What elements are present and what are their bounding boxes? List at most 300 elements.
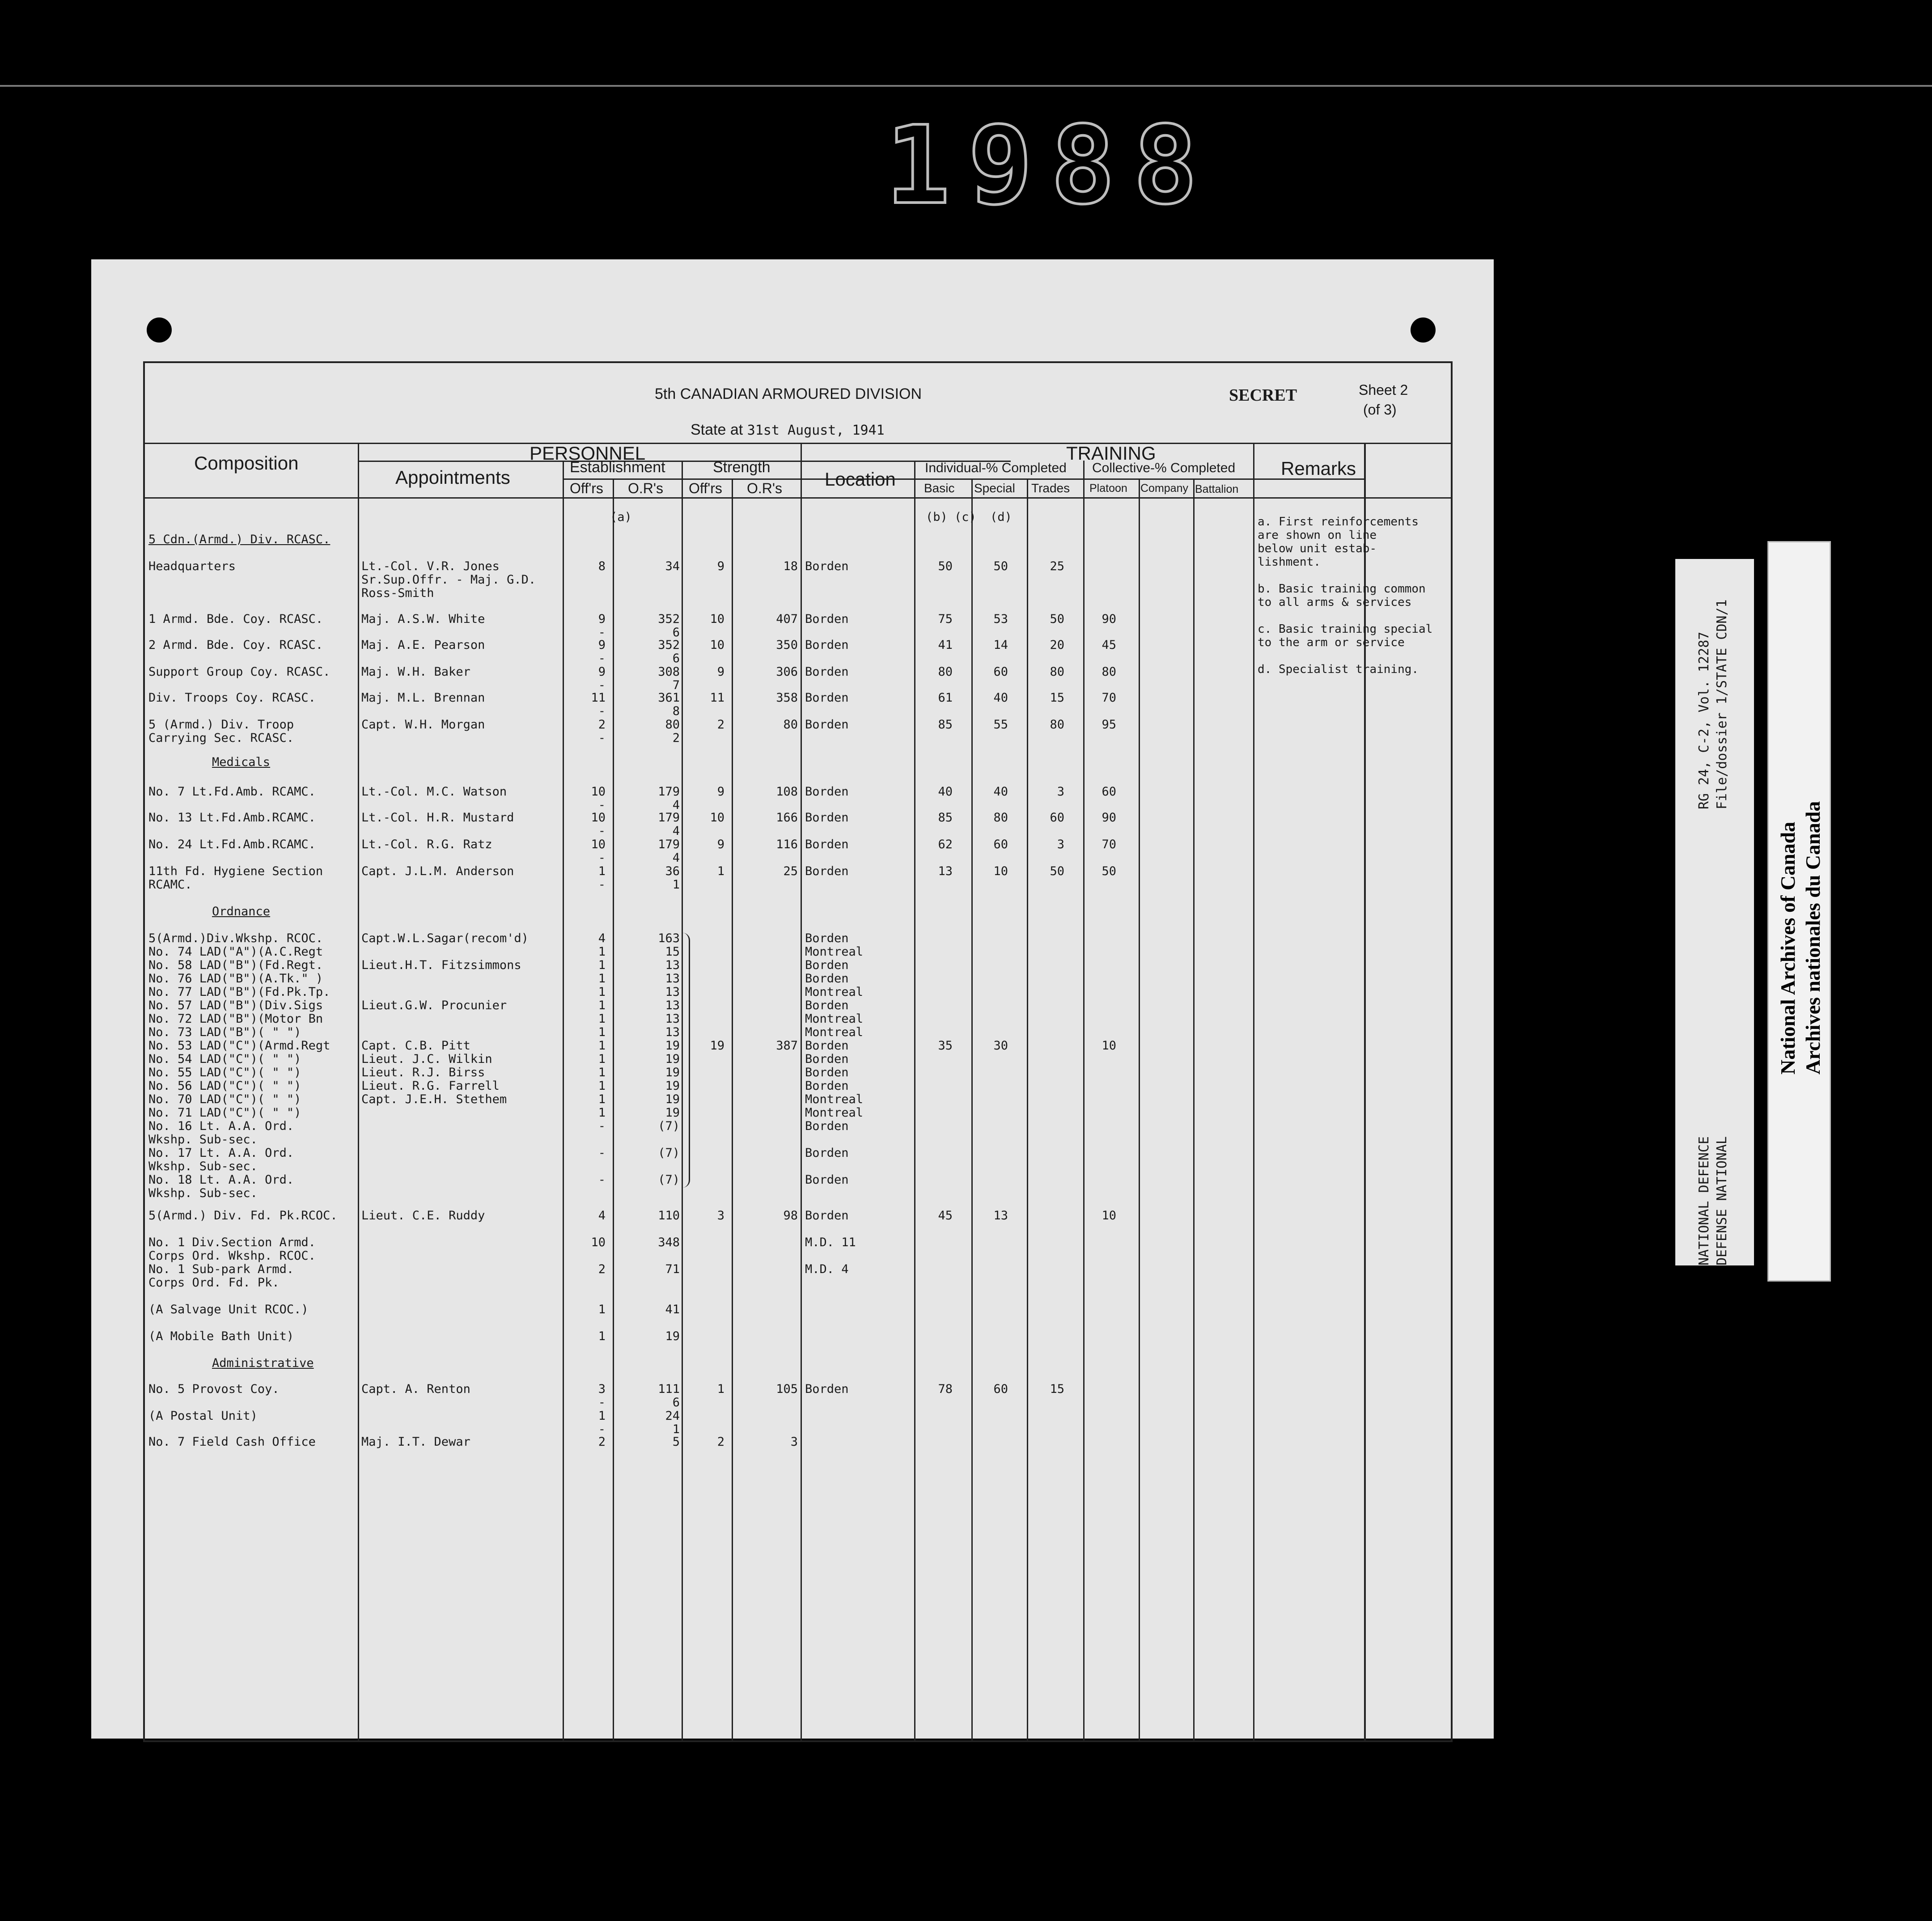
trades-cell: 10 <box>1102 1209 1116 1223</box>
nd-label-line: NATIONAL DEFENCE <box>1696 1136 1712 1265</box>
location-cell: Borden <box>805 999 849 1012</box>
est-ors-cell: 19 <box>665 1329 680 1343</box>
str-ors-cell: 387 <box>776 1039 798 1053</box>
str-ors-cell: 407 <box>776 612 798 626</box>
note-b: (b) <box>926 510 948 524</box>
str-offrs-cell: 9 <box>717 559 724 573</box>
str-ors-cell: 80 <box>783 718 798 732</box>
location-cell: Borden <box>805 691 849 705</box>
est-offrs-cell: 1 <box>598 958 606 972</box>
composition-cell: No. 5 Provost Coy. <box>148 1382 280 1396</box>
str-offrs-cell: 9 <box>717 665 724 679</box>
str-offrs-cell: 10 <box>710 811 724 825</box>
str-ors-cell: 358 <box>776 691 798 705</box>
est-offrs-cell: 10 <box>591 1236 606 1249</box>
specialist-cell: 20 <box>1050 638 1064 652</box>
location-cell: Montreal <box>805 985 864 999</box>
col-battalion: Battalion <box>1195 483 1239 495</box>
est-ors-cell: (7) <box>658 1146 680 1160</box>
composition-cell: Support Group Coy. RCASC. <box>148 665 330 679</box>
trades-cell: 70 <box>1102 838 1116 851</box>
est-offrs-cell: - <box>598 1146 606 1160</box>
col-trades: Trades <box>1031 481 1070 495</box>
est-ors-cell: 34 <box>665 559 680 573</box>
est-offrs-cell: 1 <box>598 1106 606 1120</box>
basic-cell: 85 <box>938 811 953 825</box>
film-edge-line <box>0 85 1932 87</box>
col-personnel: PERSONNEL <box>530 443 646 464</box>
col-est-ors: O.R's <box>628 480 663 496</box>
remark-line: d. Specialist training. <box>1258 663 1419 676</box>
reinforcement-dash: - <box>598 878 606 892</box>
sheet-number: Sheet 2 <box>1359 382 1408 398</box>
str-ors-cell: 350 <box>776 638 798 652</box>
est-ors-cell: 13 <box>665 985 680 999</box>
col-rule <box>1253 443 1254 1740</box>
remark-line: b. Basic training common <box>1258 582 1426 596</box>
appointment-cell: Maj. A.E. Pearson <box>361 638 485 652</box>
reinforcement-cell: 7 <box>672 678 680 692</box>
special-cell: 40 <box>993 691 1008 705</box>
basic-cell: 50 <box>938 559 953 573</box>
col-individual: Individual-% Completed <box>925 461 1067 475</box>
reinforcement-dash: - <box>598 678 606 692</box>
composition-cell: 5(Armd.)Div.Wkshp. RCOC. <box>148 931 323 945</box>
composition-cell: Corps Ord. Fd. Pk. <box>148 1276 280 1290</box>
remark-line: below unit estab- <box>1258 542 1377 555</box>
section-heading: Medicals <box>212 755 271 769</box>
specialist-cell: 50 <box>1050 864 1064 878</box>
est-ors-cell: 179 <box>658 785 680 799</box>
rule <box>145 497 1451 499</box>
location-cell: Borden <box>805 1209 849 1223</box>
location-cell: Borden <box>805 1052 849 1066</box>
est-offrs-cell: 1 <box>598 1052 606 1066</box>
str-offrs-cell: 1 <box>717 864 724 878</box>
appointment-cell: Lieut. R.G. Farrell <box>361 1079 500 1093</box>
reinforcement-dash: - <box>598 652 606 665</box>
location-cell: Borden <box>805 785 849 799</box>
col-composition: Composition <box>194 453 299 474</box>
reinforcement-dash: - <box>598 1422 606 1436</box>
reinforcement-cell: 1 <box>672 878 680 892</box>
basic-cell: 45 <box>938 1209 953 1223</box>
composition-cell: Div. Troops Coy. RCASC. <box>148 691 316 705</box>
reinforcement-dash: - <box>598 798 606 812</box>
est-offrs-cell: - <box>598 1173 606 1187</box>
composition-cell: No. 7 Field Cash Office <box>148 1435 316 1449</box>
section-heading: Administrative <box>212 1356 314 1370</box>
trades-cell: 95 <box>1102 718 1116 732</box>
location-cell: Borden <box>805 958 849 972</box>
est-offrs-cell: 1 <box>598 945 606 959</box>
special-cell: 14 <box>993 638 1008 652</box>
reinforcement-dash: - <box>598 824 606 838</box>
str-ors-cell: 306 <box>776 665 798 679</box>
location-cell: Borden <box>805 718 849 732</box>
str-offrs-cell: 11 <box>710 691 724 705</box>
reinforcement-cell: 8 <box>672 704 680 718</box>
composition-cell: No. 72 LAD("B")(Motor Bn <box>148 1012 323 1026</box>
composition-cell: 5 (Armd.) Div. Troop <box>148 718 294 732</box>
special-cell: 10 <box>993 864 1008 878</box>
est-ors-cell: 19 <box>665 1079 680 1093</box>
appointment-cell: Lieut. R.J. Birss <box>361 1066 485 1079</box>
basic-cell: 85 <box>938 718 953 732</box>
est-offrs-cell: 1 <box>598 1012 606 1026</box>
punch-hole <box>1411 317 1436 343</box>
trades-cell: 80 <box>1102 665 1116 679</box>
appointment-cell: Capt. A. Renton <box>361 1382 470 1396</box>
composition-cell: Wkshp. Sub-sec. <box>148 1159 258 1173</box>
composition-cell: No. 16 Lt. A.A. Ord. <box>148 1119 294 1133</box>
section-heading: Ordnance <box>212 905 271 918</box>
est-offrs-cell: 2 <box>598 1435 606 1449</box>
col-rule <box>914 461 915 1740</box>
est-offrs-cell: 1 <box>598 972 606 986</box>
appointment-cell: Sr.Sup.Offr. - Maj. G.D. <box>361 573 536 587</box>
composition-cell: No. 7 Lt.Fd.Amb. RCAMC. <box>148 785 316 799</box>
est-ors-cell: 24 <box>665 1409 680 1423</box>
appointment-cell: Lt.-Col. R.G. Ratz <box>361 838 492 851</box>
est-ors-cell: 80 <box>665 718 680 732</box>
composition-cell: RCAMC. <box>148 878 192 892</box>
trades-cell: 10 <box>1102 1039 1116 1053</box>
est-offrs-cell: 1 <box>598 1329 606 1343</box>
str-ors-cell: 166 <box>776 811 798 825</box>
composition-cell: No. 56 LAD("C")( " ") <box>148 1079 301 1093</box>
str-ors-cell: 116 <box>776 838 798 851</box>
col-appointments: Appointments <box>395 467 510 488</box>
archives-label <box>1767 541 1831 1282</box>
rule <box>359 461 1011 462</box>
est-ors-cell: 5 <box>672 1435 680 1449</box>
col-special: Special <box>974 481 1015 495</box>
archives-name: Archives nationales du Canada <box>1801 801 1824 1075</box>
col-location: Location <box>825 469 896 490</box>
location-cell: Borden <box>805 1146 849 1160</box>
appointment-cell: Maj. A.S.W. White <box>361 612 485 626</box>
col-str-ors: O.R's <box>747 480 782 496</box>
col-rule <box>358 443 359 1740</box>
composition-cell: 1 Armd. Bde. Coy. RCASC. <box>148 612 323 626</box>
location-cell: Borden <box>805 1382 849 1396</box>
composition-cell: No. 53 LAD("C")(Armd.Regt <box>148 1039 330 1053</box>
str-ors-cell: 98 <box>783 1209 798 1223</box>
location-cell: Borden <box>805 559 849 573</box>
str-offrs-cell: 9 <box>717 838 724 851</box>
reinforcement-cell: 4 <box>672 851 680 865</box>
remark-line: are shown on line <box>1258 529 1377 542</box>
appointment-cell: Maj. M.L. Brennan <box>361 691 485 705</box>
appointment-cell: Lt.-Col. V.R. Jones <box>361 559 500 573</box>
basic-cell: 75 <box>938 612 953 626</box>
trades-cell: 90 <box>1102 811 1116 825</box>
location-cell: Borden <box>805 838 849 851</box>
appointment-cell: Capt.W.L.Sagar(recom'd) <box>361 931 529 945</box>
specialist-cell: 80 <box>1050 665 1064 679</box>
composition-cell: No. 24 Lt.Fd.Amb.RCAMC. <box>148 838 316 851</box>
special-cell: 60 <box>993 1382 1008 1396</box>
composition-cell: No. 77 LAD("B")(Fd.Pk.Tp. <box>148 985 330 999</box>
est-offrs-cell: 3 <box>598 1382 606 1396</box>
est-offrs-cell: 10 <box>591 811 606 825</box>
est-offrs-cell: 8 <box>598 559 606 573</box>
composition-cell: No. 1 Sub-park Armd. <box>148 1262 294 1276</box>
est-ors-cell: 19 <box>665 1052 680 1066</box>
composition-cell: (A Salvage Unit RCOC.) <box>148 1303 309 1316</box>
appointment-cell: Lieut.G.W. Procunier <box>361 999 507 1012</box>
note-a: (a) <box>610 510 632 524</box>
location-cell: Montreal <box>805 945 864 959</box>
est-ors-cell: 19 <box>665 1092 680 1106</box>
reference-label <box>1675 559 1754 1265</box>
remark-line: to all arms & services <box>1258 596 1412 609</box>
est-ors-cell: 179 <box>658 811 680 825</box>
location-cell: Borden <box>805 972 849 986</box>
reinforcement-dash: - <box>598 704 606 718</box>
trades-cell: 60 <box>1102 785 1116 799</box>
est-ors-cell: (7) <box>658 1119 680 1133</box>
col-rule <box>1083 461 1085 1740</box>
est-offrs-cell: 1 <box>598 864 606 878</box>
est-offrs-cell: 9 <box>598 638 606 652</box>
str-offrs-cell: 1 <box>717 1382 724 1396</box>
composition-cell: Wkshp. Sub-sec. <box>148 1133 258 1147</box>
est-offrs-cell: 2 <box>598 1262 606 1276</box>
specialist-cell: 3 <box>1057 785 1064 799</box>
specialist-cell: 60 <box>1050 811 1064 825</box>
location-cell: Borden <box>805 864 849 878</box>
state-form <box>143 361 1453 1742</box>
composition-cell: No. 73 LAD("B")( " ") <box>148 1025 301 1039</box>
composition-cell: Carrying Sec. RCASC. <box>148 731 294 745</box>
location-cell: Borden <box>805 1173 849 1187</box>
reference-line: RG 24, C-2, Vol. 12287 <box>1696 631 1712 809</box>
location-cell: Borden <box>805 1039 849 1053</box>
special-cell: 53 <box>993 612 1008 626</box>
document-page <box>91 259 1494 1739</box>
frame-number: 1988 <box>886 103 1216 228</box>
reinforcement-dash: - <box>598 731 606 745</box>
special-cell: 50 <box>993 559 1008 573</box>
est-ors-cell: 308 <box>658 665 680 679</box>
composition-cell: No. 76 LAD("B")(A.Tk." ) <box>148 972 323 986</box>
special-cell: 55 <box>993 718 1008 732</box>
col-strength: Strength <box>713 459 771 476</box>
col-training: TRAINING <box>1066 443 1156 464</box>
composition-cell: 11th Fd. Hygiene Section <box>148 864 323 878</box>
est-ors-cell: 71 <box>665 1262 680 1276</box>
composition-cell: No. 58 LAD("B")(Fd.Regt. <box>148 958 323 972</box>
col-establishment: Establishment <box>570 459 665 476</box>
est-ors-cell: 36 <box>665 864 680 878</box>
basic-cell: 35 <box>938 1039 953 1053</box>
est-offrs-cell: 1 <box>598 999 606 1012</box>
location-cell: M.D. 4 <box>805 1262 849 1276</box>
rule <box>145 443 1451 444</box>
sheet-of: (of 3) <box>1363 402 1397 418</box>
est-ors-cell: 13 <box>665 958 680 972</box>
specialist-cell: 25 <box>1050 559 1064 573</box>
est-offrs-cell: 4 <box>598 1209 606 1223</box>
nd-label-line: DEFENSE NATIONAL <box>1714 1136 1730 1265</box>
reinforcement-cell: 6 <box>672 1396 680 1409</box>
reinforcement-cell: 6 <box>672 652 680 665</box>
note-c: (c) <box>954 510 976 524</box>
appointment-cell: Maj. I.T. Dewar <box>361 1435 470 1449</box>
reinforcement-cell: 1 <box>672 1422 680 1436</box>
remark-line: c. Basic training special <box>1258 622 1433 636</box>
col-remarks: Remarks <box>1281 458 1356 479</box>
special-cell: 30 <box>993 1039 1008 1053</box>
est-ors-cell: 352 <box>658 612 680 626</box>
composition-cell: No. 13 Lt.Fd.Amb.RCAMC. <box>148 811 316 825</box>
str-offrs-cell: 2 <box>717 718 724 732</box>
trades-cell: 50 <box>1102 864 1116 878</box>
est-ors-cell: 348 <box>658 1236 680 1249</box>
appointment-cell: Lieut. C.E. Ruddy <box>361 1209 485 1223</box>
est-ors-cell: 13 <box>665 1012 680 1026</box>
basic-cell: 40 <box>938 785 953 799</box>
str-offrs-cell: 10 <box>710 638 724 652</box>
composition-cell: No. 17 Lt. A.A. Ord. <box>148 1146 294 1160</box>
basic-cell: 41 <box>938 638 953 652</box>
location-cell: Borden <box>805 665 849 679</box>
section-heading: 5 Cdn.(Armd.) Div. RCASC. <box>148 533 330 546</box>
specialist-cell: 15 <box>1050 1382 1064 1396</box>
est-offrs-cell: 2 <box>598 718 606 732</box>
remark-line: to the arm or service <box>1258 636 1405 649</box>
special-cell: 40 <box>993 785 1008 799</box>
reinforcement-cell: 4 <box>672 798 680 812</box>
location-cell: Montreal <box>805 1092 864 1106</box>
appointment-cell: Lieut. J.C. Wilkin <box>361 1052 492 1066</box>
composition-cell: Headquarters <box>148 559 236 573</box>
composition-cell: No. 70 LAD("C")( " ") <box>148 1092 301 1106</box>
reinforcement-cell: 6 <box>672 626 680 639</box>
est-ors-cell: 163 <box>658 931 680 945</box>
location-cell: Borden <box>805 612 849 626</box>
est-ors-cell: 352 <box>658 638 680 652</box>
remark-line: lishment. <box>1258 555 1321 569</box>
composition-cell: No. 54 LAD("C")( " ") <box>148 1052 301 1066</box>
est-ors-cell: 19 <box>665 1066 680 1079</box>
est-offrs-cell: 10 <box>591 785 606 799</box>
col-str-offrs: Off'rs <box>689 480 722 496</box>
special-cell: 60 <box>993 838 1008 851</box>
str-ors-cell: 25 <box>783 864 798 878</box>
location-cell: Borden <box>805 1119 849 1133</box>
basic-cell: 78 <box>938 1382 953 1396</box>
basic-cell: 62 <box>938 838 953 851</box>
est-offrs-cell: 4 <box>598 931 606 945</box>
appointment-cell: Capt. W.H. Morgan <box>361 718 485 732</box>
location-cell: Borden <box>805 638 849 652</box>
appointment-cell: Maj. W.H. Baker <box>361 665 470 679</box>
str-ors-cell: 108 <box>776 785 798 799</box>
est-offrs-cell: 1 <box>598 1079 606 1093</box>
col-rule <box>1193 478 1195 1740</box>
col-collective: Collective-% Completed <box>1092 461 1236 475</box>
form-title: 5th CANADIAN ARMOURED DIVISION <box>655 385 922 402</box>
est-offrs-cell: 1 <box>598 985 606 999</box>
str-ors-cell: 3 <box>790 1435 798 1449</box>
special-cell: 13 <box>993 1209 1008 1223</box>
est-offrs-cell: 11 <box>591 691 606 705</box>
composition-cell: (A Postal Unit) <box>148 1409 258 1423</box>
punch-hole <box>147 317 172 343</box>
composition-cell: No. 57 LAD("B")(Div.Sigs <box>148 999 323 1012</box>
location-cell: M.D. 11 <box>805 1236 856 1249</box>
archives-name: National Archives of Canada <box>1776 821 1799 1075</box>
str-offrs-cell: 3 <box>717 1209 724 1223</box>
location-cell: Borden <box>805 1079 849 1093</box>
specialist-cell: 3 <box>1057 838 1064 851</box>
basic-cell: 61 <box>938 691 953 705</box>
composition-cell: (A Mobile Bath Unit) <box>148 1329 294 1343</box>
est-ors-cell: 110 <box>658 1209 680 1223</box>
est-ors-cell: 13 <box>665 999 680 1012</box>
rule <box>563 478 1365 480</box>
specialist-cell: 80 <box>1050 718 1064 732</box>
est-ors-cell: 19 <box>665 1106 680 1120</box>
reinforcement-cell: 4 <box>672 824 680 838</box>
est-ors-cell: 179 <box>658 838 680 851</box>
est-offrs-cell: 1 <box>598 1409 606 1423</box>
str-ors-cell: 18 <box>783 559 798 573</box>
col-rule <box>801 443 802 1740</box>
state-line: State at 31st August, 1941 <box>691 421 885 438</box>
est-ors-cell: (7) <box>658 1173 680 1187</box>
appointment-cell: Ross-Smith <box>361 586 434 600</box>
trades-cell: 70 <box>1102 691 1116 705</box>
est-offrs-cell: 1 <box>598 1092 606 1106</box>
basic-cell: 80 <box>938 665 953 679</box>
reinforcement-dash: - <box>598 626 606 639</box>
location-cell: Montreal <box>805 1025 864 1039</box>
specialist-cell: 15 <box>1050 691 1064 705</box>
composition-cell: No. 71 LAD("C")( " ") <box>148 1106 301 1120</box>
location-cell: Borden <box>805 1066 849 1079</box>
est-ors-cell: 19 <box>665 1039 680 1053</box>
remark-line: a. First reinforcements <box>1258 515 1419 529</box>
composition-cell: Corps Ord. Wkshp. RCOC. <box>148 1249 316 1263</box>
appointment-cell: Lt.-Col. M.C. Watson <box>361 785 507 799</box>
est-offrs-cell: - <box>598 1119 606 1133</box>
est-offrs-cell: 1 <box>598 1066 606 1079</box>
special-cell: 60 <box>993 665 1008 679</box>
appointment-cell: Capt. C.B. Pitt <box>361 1039 470 1053</box>
appointment-cell: Lieut.H.T. Fitzsimmons <box>361 958 521 972</box>
appointment-cell: Capt. J.L.M. Anderson <box>361 864 514 878</box>
col-est-offrs: Off'rs <box>570 480 603 496</box>
classification-stamp: SECRET <box>1229 386 1297 405</box>
reinforcement-cell: 2 <box>672 731 680 745</box>
composition-cell: 2 Armd. Bde. Coy. RCASC. <box>148 638 323 652</box>
location-cell: Montreal <box>805 1012 864 1026</box>
est-ors-cell: 13 <box>665 972 680 986</box>
ordnance-brace <box>682 933 690 1188</box>
composition-cell: Wkshp. Sub-sec. <box>148 1186 258 1200</box>
basic-cell: 13 <box>938 864 953 878</box>
col-basic: Basic <box>924 481 955 495</box>
composition-cell: 5(Armd.) Div. Fd. Pk.RCOC. <box>148 1209 338 1223</box>
composition-cell: No. 55 LAD("C")( " ") <box>148 1066 301 1079</box>
reference-line: File/dossier 1/STATE CDN/1 <box>1714 599 1730 809</box>
special-cell: 80 <box>993 811 1008 825</box>
composition-cell: No. 74 LAD("A")(A.C.Regt <box>148 945 323 959</box>
